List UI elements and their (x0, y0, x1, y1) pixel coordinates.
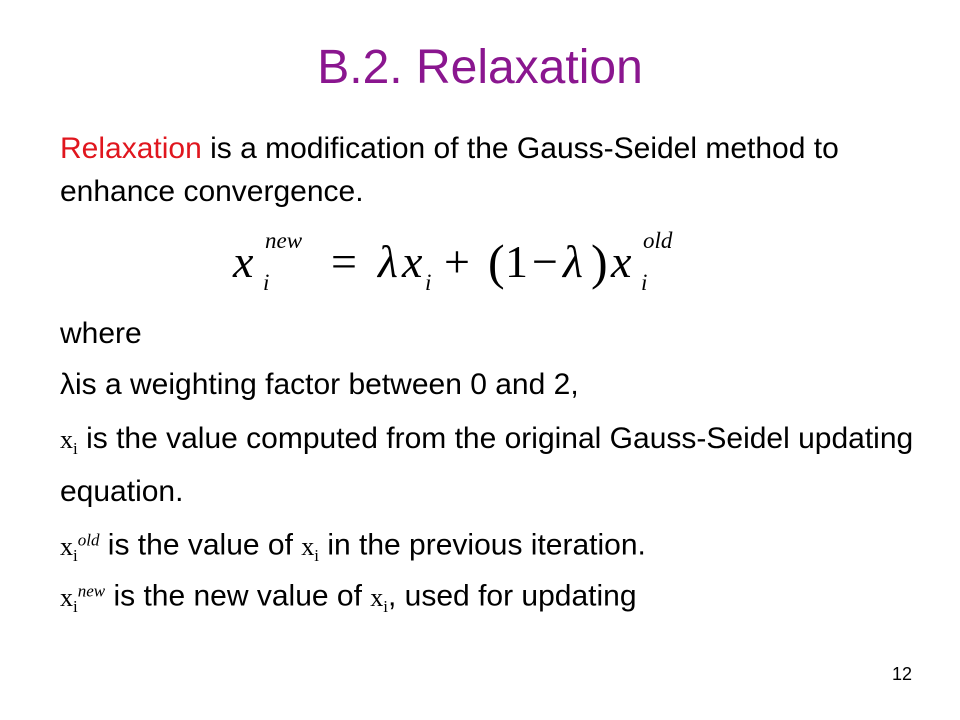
eq-lparen: ( (488, 234, 505, 290)
x-new-text-a: is the new value of (105, 579, 371, 613)
eq-sup-old: old (643, 228, 673, 253)
eq-one: 1 (505, 236, 528, 287)
lambda-symbol: λ (60, 368, 75, 401)
x-new-text-b: , used for updating (388, 579, 637, 613)
eq-sub-i-1: i (263, 270, 270, 295)
slide-title: B.2. Relaxation (317, 41, 643, 94)
x-old-text-b: in the previous iteration. (319, 528, 646, 562)
intro-text: is a modification of the Gauss-Seidel method to enhance convergence. (60, 132, 839, 208)
x-old-ref-var (301, 531, 319, 565)
eq-sup-new: new (265, 228, 303, 253)
intro-term: Relaxation (60, 132, 202, 165)
eq-minus: − (532, 236, 558, 287)
x-new-var-sub: i (73, 596, 78, 616)
x-old-var-sup: old (77, 530, 100, 549)
relaxation-equation (233, 222, 713, 294)
eq-plus: + (444, 236, 470, 287)
x-new-var (60, 581, 106, 616)
xi-var (60, 425, 78, 459)
x-new-ref-x: x (370, 582, 384, 612)
x-new-ref-var (370, 582, 389, 616)
x-new-definition (60, 569, 920, 628)
eq-x-old: x (611, 236, 632, 287)
eq-sub-i-2: i (425, 270, 432, 295)
x-old-var (60, 530, 100, 565)
x-old-ref-sub: i (314, 545, 319, 565)
x-old-var-sub: i (73, 545, 78, 565)
x-old-var-x: x (60, 531, 73, 561)
eq-rparen: ) (591, 234, 608, 290)
xi-text: is the value computed from the original Gauss-Seidel updating equation. (60, 422, 914, 509)
page-number: 12 (891, 664, 912, 684)
x-new-var-sup: new (77, 581, 106, 600)
eq-x-new: x (233, 236, 254, 287)
lambda-definition (60, 363, 920, 406)
x-new-var-x: x (60, 582, 73, 612)
lambda-text: is a weighting factor between 0 and 2, (75, 368, 579, 401)
xi-var-x: x (60, 425, 73, 454)
eq-equals: = (331, 236, 357, 287)
eq-x-i: x (402, 236, 423, 287)
x-old-text-a: is the value of (99, 528, 302, 562)
eq-sub-i-3: i (641, 270, 648, 295)
eq-lambda-2: λ (563, 236, 583, 287)
xi-var-sub: i (73, 439, 78, 459)
where-label: where (60, 317, 142, 350)
xi-definition (60, 417, 920, 513)
x-new-ref-sub: i (383, 596, 389, 616)
x-old-ref-x: x (301, 531, 315, 561)
intro-paragraph (60, 127, 920, 213)
eq-lambda-1: λ (378, 236, 398, 287)
